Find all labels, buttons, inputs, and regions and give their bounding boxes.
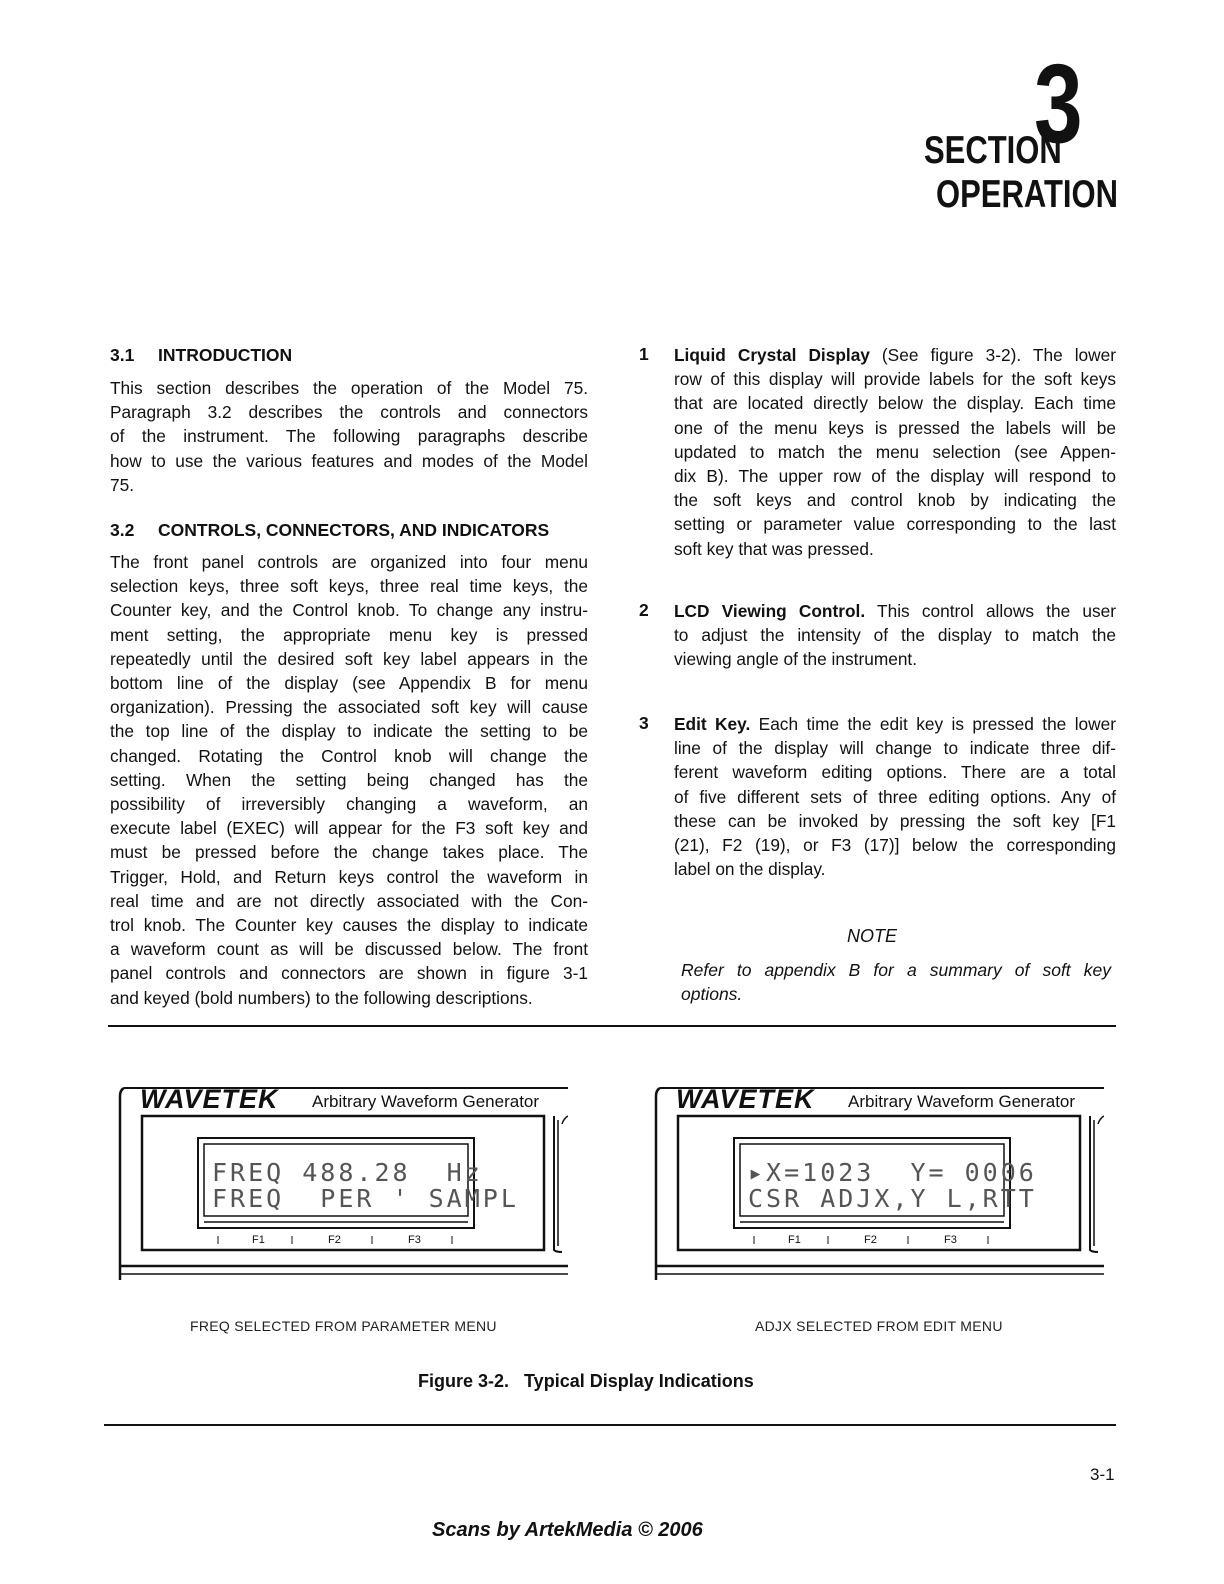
lcd-line-1: FREQ 488.28 Hz [212,1158,483,1187]
item1-line: that are located directly below the display. Each time [674,393,1116,414]
lcd-line-1: ▸X=1023 Y= 0006 [748,1158,1037,1187]
item-number-1: 1 [639,344,649,364]
scan-credit: Scans by ArtekMedia © 2006 [432,1519,703,1541]
intro-line: how to use the various features and modes of the Model [110,450,588,471]
item1-line: row of this display will provide labels for the soft keys [674,369,1116,390]
intro-line: This section describes the operation of the Model 75. [110,378,588,398]
section-title: OPERATION [936,172,1118,216]
note-line: Refer to appendix B for a summary of soft key [681,960,1111,980]
note-title: NOTE [847,926,898,946]
softkey-f1-label: F1 [252,1234,265,1246]
item3-line: line of the display will change to indicate three dif- [674,738,1116,759]
panel-2-caption: ADJX SELECTED FROM EDIT MENU [755,1318,1003,1334]
intro-paragraph [110,376,588,497]
item1-line: soft key that was pressed. [674,538,874,559]
softkey-f3-label: F3 [408,1234,421,1246]
figure-title: Figure 3-2. Typical Display Indications [418,1371,754,1391]
controls-line: changed. Rotating the Control knob will change the [110,745,588,766]
item-number-3: 3 [639,713,649,733]
item3-line: label on the display. [674,859,826,880]
note-text [681,958,1111,1006]
item1-line: setting or parameter value corresponding to the last [674,514,1116,535]
item1-line: one of the menu keys is pressed the labels will be [674,417,1116,438]
controls-line: a waveform count as will be discussed below. The front [110,939,588,960]
controls-paragraph [110,550,588,1010]
controls-line: The front panel controls are organized into four menu [110,552,588,572]
display-panel-1 [118,1080,568,1280]
controls-line: trol knob. The Counter key causes the display to indicate [110,915,588,936]
item2-line: to adjust the intensity of the display to match the [674,625,1116,646]
softkey-f3-label: F3 [944,1234,957,1246]
rule-top [108,1025,1116,1027]
rule-bottom [104,1424,1116,1426]
item-number-2: 2 [639,600,649,620]
controls-line: the top line of the display to indicate the setting to be [110,721,588,742]
item3-line: (21), F2 (19), or F3 (17)] below the corresponding [674,835,1116,856]
item3-line: these can be invoked by pressing the soft key [F1 [674,810,1116,831]
item-lcd-description: Liquid Crystal Display (See figure 3-2). The lower row of this display will provide labels for the soft keys that are located directly below the display. Each time one of the menu keys is pressed the labels will be updated to match the menu selection (see Appen- dix B). The upper row of the display will respond to the soft keys and control knob by indicating the setting or parameter value corresponding to the last soft key that was pressed. [674,343,1116,561]
controls-line: Counter key, and the Control knob. To change any instru- [110,600,588,621]
softkey-f2-label: F2 [328,1234,341,1246]
heading-3-2: 3.2 CONTROLS, CONNECTORS, AND INDICATORS [110,520,550,540]
controls-line: execute label (EXEC) will appear for the F3 soft key and [110,818,588,839]
intro-line: 75. [110,474,135,495]
brand-logo: WAVETEK [140,1084,279,1114]
brand-subtitle: Arbitrary Waveform Generator [848,1092,1076,1111]
controls-line: panel controls and connectors are shown in figure 3-1 [110,963,588,984]
brand-logo: WAVETEK [676,1084,815,1114]
controls-line: repeatedly until the desired soft key label appears in the [110,648,588,669]
controls-line: must be pressed before the change takes place. The [110,842,588,863]
item-edit-key-description: Edit Key. Each time the edit key is pressed the lower line of the display will change to indicate three dif- ferent waveform editing options. There are a total of five different sets of three editing options. Any of these can be invoked by pressing the soft key [F1 (21), F2 (19), or F3 (17)] below the corresponding label on the display. [674,712,1116,881]
page-number: 3-1 [1090,1465,1115,1484]
controls-line: real time and are not directly associated with the Con- [110,890,588,911]
controls-line: possibility of irreversibly changing a waveform, an [110,794,588,815]
display-panel-2 [654,1080,1104,1280]
note-line: options. [681,984,743,1004]
controls-line: and keyed (bold numbers) to the following descriptions. [110,987,533,1008]
item3-line: ferent waveform editing options. There are a total [674,762,1116,783]
heading-3-1: 3.1 INTRODUCTION [110,345,293,365]
controls-line: bottom line of the display (see Appendix B for menu [110,673,588,694]
item-viewing-control-description: LCD Viewing Control. This control allows the user to adjust the intensity of the display to match the viewing angle of the instrument. [674,599,1116,672]
intro-line: of the instrument. The following paragraphs describe [110,426,588,447]
controls-line: organization). Pressing the associated soft key will cause [110,697,588,718]
intro-line: Paragraph 3.2 describes the controls and connectors [110,402,588,423]
section-number: 3 [1034,41,1083,166]
softkey-f2-label: F2 [864,1234,877,1246]
section-label: SECTION [924,128,1062,172]
controls-line: Trigger, Hold, and Return keys control the waveform in [110,866,588,887]
item3-line: of five different sets of three editing options. Any of [674,786,1116,807]
lcd-line-2: FREQ PER ' SAMPL [212,1184,519,1213]
item1-line: dix B). The upper row of the display will respond to [674,466,1116,487]
panel-1-caption: FREQ SELECTED FROM PARAMETER MENU [190,1318,497,1334]
controls-line: ment setting, the appropriate menu key is pressed [110,624,588,645]
controls-line: selection keys, three soft keys, three real time keys, the [110,576,588,597]
brand-subtitle: Arbitrary Waveform Generator [312,1092,540,1111]
item2-line: viewing angle of the instrument. [674,649,918,670]
item1-line: updated to match the menu selection (see Appen- [674,441,1116,462]
lcd-line-2: CSR ADJX,Y L,RTT [748,1184,1037,1213]
controls-line: setting. When the setting being changed has the [110,769,588,790]
item1-line: the soft keys and control knob by indicating the [674,490,1116,511]
softkey-f1-label: F1 [788,1234,801,1246]
